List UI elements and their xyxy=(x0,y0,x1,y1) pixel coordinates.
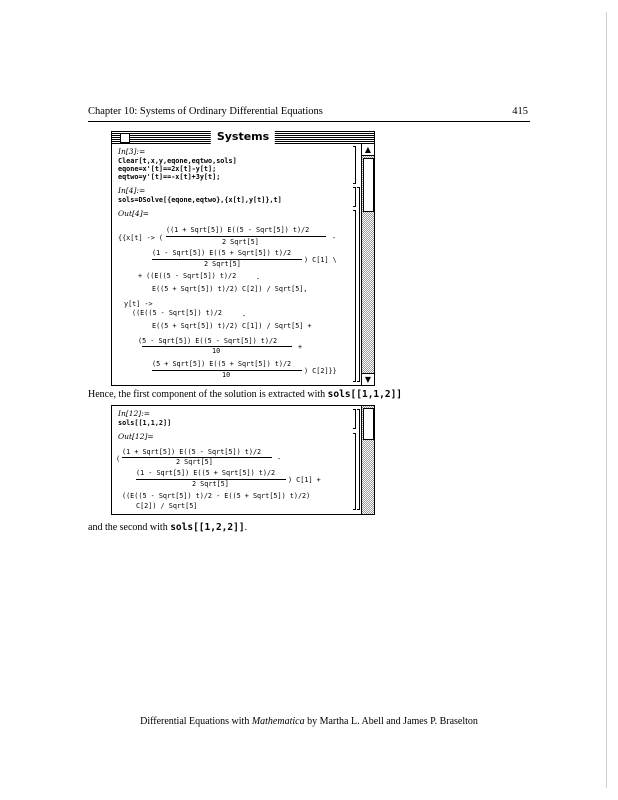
in12-label: In[12]:= xyxy=(118,409,150,418)
in3-line3[interactable]: eqtwo=y'[t]==-x[t]+3y[t]; xyxy=(118,173,221,181)
footer-italic: Mathematica xyxy=(251,716,305,727)
out4-expr-17: + xyxy=(298,343,303,351)
scroll-up-arrow-icon[interactable]: ▲ xyxy=(362,144,374,156)
out12-expr-4: - xyxy=(277,455,282,463)
out4-expr-8: + ((E((5 - Sqrt[5]) t)/2 xyxy=(138,272,237,280)
in4-line1[interactable]: sols=DSolve[{eqone,eqtwo},{x[t],y[t]},t] xyxy=(118,196,282,204)
out4-expr-13: - xyxy=(242,312,247,320)
out12-expr-2: ( xyxy=(116,455,121,463)
scroll-down-arrow-icon[interactable]: ▼ xyxy=(362,373,374,385)
out4-label: Out[4]= xyxy=(118,209,149,218)
out4-expr-9: - xyxy=(256,275,261,283)
out12-expr-9: C[2]) / Sqrt[5] xyxy=(136,502,198,510)
scroll-thumb[interactable] xyxy=(363,158,374,212)
prose-2-code: sols[[1,2,2]] xyxy=(170,522,245,533)
out4-expr-4: - xyxy=(332,234,337,242)
out4-expr-20: ) C[2]}} xyxy=(304,367,337,375)
cell-bracket-in12[interactable] xyxy=(353,409,356,429)
out4-expr-11: y[t] -> xyxy=(124,300,153,308)
in3-label: In[3]:= xyxy=(118,147,146,156)
prose-2-end: . xyxy=(244,522,248,533)
out4-expr-10: E((5 + Sqrt[5]) t)/2) C[2]) / Sqrt[5], xyxy=(152,285,308,293)
out4-expr-2: {{x[t] -> ( xyxy=(118,234,164,242)
vertical-scrollbar-2[interactable] xyxy=(361,406,374,514)
cell-bracket-input[interactable] xyxy=(353,146,356,184)
fraction-bar xyxy=(166,236,326,237)
page-edge-line xyxy=(606,12,607,788)
out4-expr-19: 10 xyxy=(222,371,231,379)
header-rule xyxy=(88,121,530,122)
prose-line-1 xyxy=(88,389,402,400)
out4-expr-16: 10 xyxy=(212,347,221,355)
cell-bracket-in4[interactable] xyxy=(353,187,356,207)
out4-expr-6: 2 Sqrt[5] xyxy=(204,260,241,268)
footer-suffix: by Martha L. Abell and James P. Braselton xyxy=(304,716,478,727)
footer-prefix: Differential Equations with xyxy=(140,716,252,727)
in3-line1[interactable]: Clear[t,x,y,eqone,eqtwo,sols] xyxy=(118,157,237,165)
out4-expr-15: (5 - Sqrt[5]) E((5 - Sqrt[5]) t)/2 xyxy=(138,337,278,345)
out4-expr-12: ((E((5 - Sqrt[5]) t)/2 xyxy=(132,309,223,317)
out4-expr-7: ) C[1] \ xyxy=(304,256,337,264)
in12-line1[interactable]: sols[[1,1,2]] xyxy=(118,419,172,427)
out12-expr-8: ((E((5 - Sqrt[5]) t)/2 - E((5 + Sqrt[5]) t)/2) xyxy=(122,492,311,500)
cell-bracket-group-2[interactable] xyxy=(357,409,360,510)
out12-label: Out[12]= xyxy=(118,432,154,441)
prose-1-code: sols[[1,1,2]] xyxy=(327,389,403,400)
close-box[interactable] xyxy=(120,133,130,143)
prose-line-2 xyxy=(88,522,247,533)
notebook-window-extract[interactable] xyxy=(111,405,375,515)
notebook-window-systems[interactable] xyxy=(111,131,375,386)
window-title-bar[interactable] xyxy=(112,132,374,144)
in4-label: In[4]:= xyxy=(118,186,146,195)
out12-expr-3: 2 Sqrt[5] xyxy=(176,458,213,466)
cell-bracket-group[interactable] xyxy=(357,187,360,382)
page-footer xyxy=(0,716,618,727)
prose-2-text: and the second with xyxy=(88,522,171,533)
chapter-header: Chapter 10: Systems of Ordinary Differential Equations xyxy=(88,106,323,117)
cell-bracket-out12[interactable] xyxy=(353,433,356,510)
out12-expr-5: (1 - Sqrt[5]) E((5 + Sqrt[5]) t)/2 xyxy=(136,469,276,477)
prose-1-text: Hence, the first component of the solution is extracted with xyxy=(88,389,328,400)
out4-expr-1: ((1 + Sqrt[5]) E((5 - Sqrt[5]) t)/2 xyxy=(166,226,310,234)
out4-expr-18: (5 + Sqrt[5]) E((5 + Sqrt[5]) t)/2 xyxy=(152,360,292,368)
out4-expr-3: 2 Sqrt[5] xyxy=(222,238,259,246)
page-number: 415 xyxy=(512,106,528,117)
window-title: Systems xyxy=(211,130,275,144)
out12-expr-7: ) C[1] + xyxy=(288,476,321,484)
out4-expr-5: (1 - Sqrt[5]) E((5 + Sqrt[5]) t)/2 xyxy=(152,249,292,257)
out12-expr-1: (1 + Sqrt[5]) E((5 - Sqrt[5]) t)/2 xyxy=(122,448,262,456)
out4-expr-14: E((5 + Sqrt[5]) t)/2) C[1]) / Sqrt[5] + xyxy=(152,322,312,330)
out12-expr-6: 2 Sqrt[5] xyxy=(192,480,229,488)
vertical-scrollbar[interactable] xyxy=(361,144,374,385)
cell-bracket-out4[interactable] xyxy=(353,210,356,382)
scroll-thumb-2[interactable] xyxy=(363,408,374,440)
in3-line2[interactable]: eqone=x'[t]==2x[t]-y[t]; xyxy=(118,165,217,173)
